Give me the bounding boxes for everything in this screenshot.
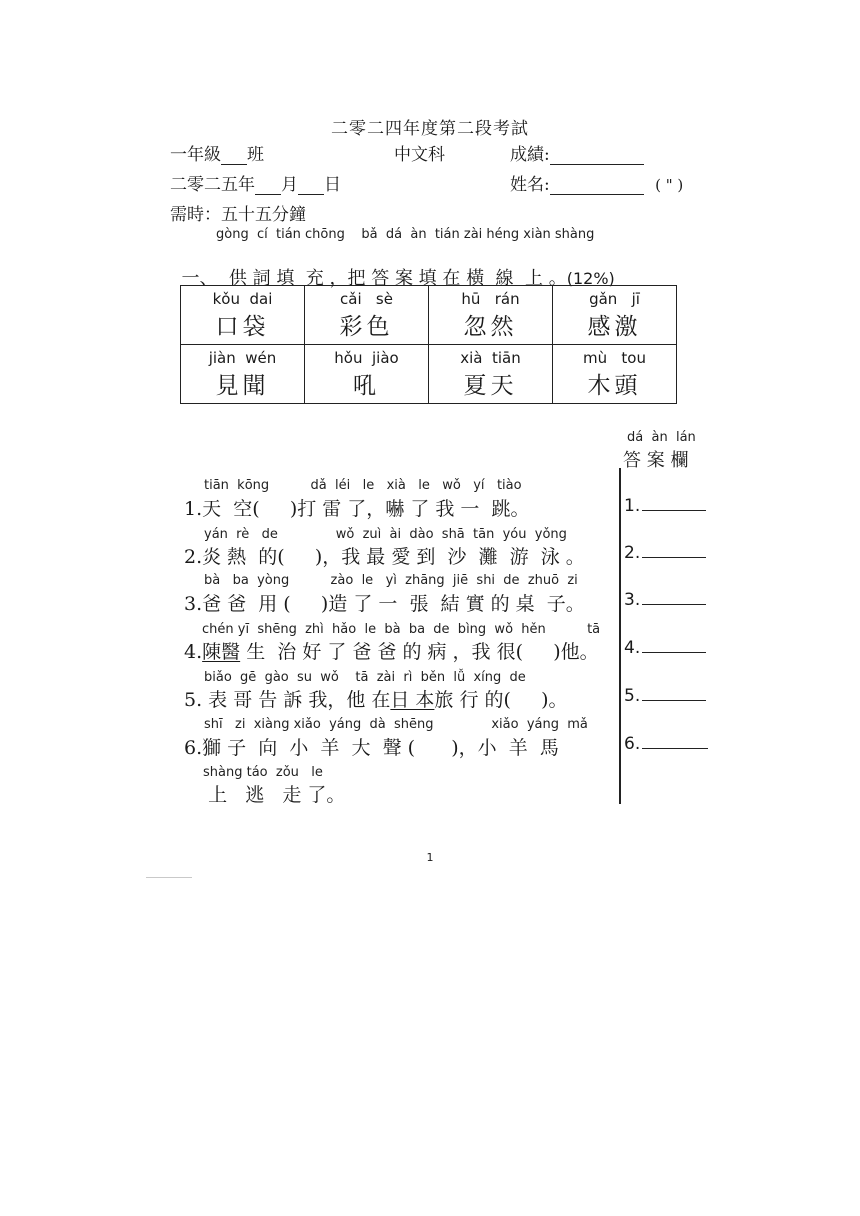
q1-pinyin: tiān kōng dǎ léi le xià le wǒ yí tiào: [204, 478, 522, 493]
section1-number: 一、: [181, 268, 218, 289]
answer-number: 3.: [624, 590, 641, 610]
answer-column-label: 答 案 欄: [623, 450, 689, 471]
word-hanzi: 吼: [353, 373, 380, 399]
answer-line[interactable]: [642, 638, 706, 653]
q4-rest: 生 治 好 了 爸 爸 的 病 ，我 很( )他。: [240, 641, 599, 663]
answer-line[interactable]: [642, 734, 708, 749]
word-cell: [181, 286, 305, 345]
q4-text: [184, 637, 599, 664]
word-cell: [181, 345, 305, 404]
word-hanzi: 感激: [587, 314, 642, 340]
exam-title: 二零二四年度第二段考試: [331, 119, 529, 139]
day-label: 日: [324, 175, 341, 195]
answer-number: 4.: [624, 638, 641, 658]
q1-text: 1.天 空( )打 雷 了，嚇 了 我 一 跳。: [184, 498, 530, 520]
q4-number: 4.: [184, 641, 203, 663]
answer-number: 5.: [624, 686, 641, 706]
word-pinyin: xià tiān: [460, 349, 521, 367]
section1-marks: (12%): [566, 269, 615, 288]
q5-rest: 旅 行 的( )。: [434, 689, 568, 711]
month-blank[interactable]: [255, 180, 281, 195]
answer-line[interactable]: [642, 543, 706, 558]
month-label: 月: [281, 175, 298, 195]
word-bank-table: [180, 285, 677, 404]
answer-slot-5[interactable]: [624, 686, 706, 706]
date-year: 二零二五年: [170, 175, 255, 195]
answer-slot-3[interactable]: [624, 590, 706, 610]
q5-text: [184, 685, 568, 712]
time-limit: 需時：五十五分鐘: [170, 205, 306, 225]
date-field: [170, 170, 341, 195]
score-blank[interactable]: [550, 150, 644, 165]
word-pinyin: hǒu jiào: [334, 349, 399, 367]
word-bank-row: [181, 345, 677, 404]
section1-pinyin: gòng cí tián chōng bǎ dá àn tián zài héng xiàn shàng: [216, 227, 595, 242]
q2-text: 2.炎 熱 的( )，我 最 愛 到 沙 灘 游 泳 。: [184, 546, 585, 568]
answer-slot-2[interactable]: [624, 543, 706, 563]
answer-number: 2.: [624, 543, 641, 563]
word-hanzi: 夏天: [463, 373, 518, 399]
section1-text: 供 詞 填 充 ，把 答 案 填 在 橫 線 上 。: [217, 268, 567, 289]
word-hanzi: 口袋: [215, 314, 270, 340]
word-cell: [553, 286, 677, 345]
word-hanzi: 彩色: [339, 314, 394, 340]
word-cell: [305, 345, 429, 404]
word-pinyin: gǎn jī: [589, 290, 640, 308]
grade-class-field: [170, 140, 264, 165]
word-cell: [429, 345, 553, 404]
answer-slot-1[interactable]: [624, 496, 706, 516]
answer-line[interactable]: [642, 590, 706, 605]
answer-slot-6[interactable]: [624, 734, 708, 754]
word-pinyin: hū rán: [461, 290, 520, 308]
answer-line[interactable]: [642, 496, 706, 511]
subject-label: 中文科: [394, 145, 445, 165]
scan-mark: [146, 877, 192, 878]
q6-cont-text: 上 逃 走 了。: [196, 784, 346, 806]
answer-number: 6.: [624, 734, 641, 754]
class-label: 班: [247, 145, 264, 165]
word-pinyin: cǎi sè: [340, 290, 393, 308]
answer-column-pinyin: dá àn lán: [627, 430, 696, 445]
word-hanzi: 忽然: [463, 314, 518, 340]
answer-number: 1.: [624, 496, 641, 516]
name-field: [510, 170, 683, 195]
q3-pinyin: bà ba yòng zào le yì zhāng jiē shi de zhuō zi: [204, 573, 578, 588]
name-label: 姓名:: [510, 175, 550, 195]
q2-pinyin: yán rè de wǒ zuì ài dào shā tān yóu yǒng: [204, 527, 567, 542]
class-blank[interactable]: [221, 150, 247, 165]
score-field: [510, 140, 644, 165]
answer-divider: [619, 468, 621, 804]
word-bank-row: [181, 286, 677, 345]
page-number: 1: [426, 851, 434, 864]
grade-label: 一年級: [170, 145, 221, 165]
word-cell: [553, 345, 677, 404]
word-cell: [305, 286, 429, 345]
q5-lead: 5. 表 哥 告 訴 我，他 在: [184, 689, 391, 711]
section1-instruction: [170, 243, 615, 290]
class-number-paren: ( " ): [655, 176, 684, 194]
day-blank[interactable]: [298, 180, 324, 195]
word-hanzi: 木頭: [587, 373, 642, 399]
word-pinyin: mù tou: [583, 349, 646, 367]
q5-pinyin: biǎo gē gào su wǒ tā zài rì běn lǚ xíng de: [204, 670, 526, 685]
name-blank[interactable]: [550, 180, 644, 195]
word-pinyin: jiàn wén: [208, 349, 277, 367]
score-label: 成績:: [510, 145, 550, 165]
answer-line[interactable]: [642, 686, 706, 701]
q4-pinyin: chén yī shēng zhì hǎo le bà ba de bìng wǒ hěn tā: [202, 622, 601, 637]
word-hanzi: 見聞: [215, 373, 270, 399]
q5-underlined-place: 日 本: [390, 689, 435, 711]
q6-cont-pinyin: shàng táo zǒu le: [203, 765, 323, 780]
q4-underlined-name: 陳醫: [202, 641, 241, 663]
q6-pinyin: shī zi xiàng xiǎo yáng dà shēng xiǎo yáng mǎ: [204, 717, 588, 732]
q3-text: 3.爸 爸 用 ( )造 了 一 張 結 實 的 桌 子。: [184, 593, 585, 615]
word-cell: [429, 286, 553, 345]
q6-text: 6.獅 子 向 小 羊 大 聲 ( )，小 羊 馬: [184, 737, 559, 759]
word-pinyin: kǒu dai: [212, 290, 273, 308]
answer-slot-4[interactable]: [624, 638, 706, 658]
